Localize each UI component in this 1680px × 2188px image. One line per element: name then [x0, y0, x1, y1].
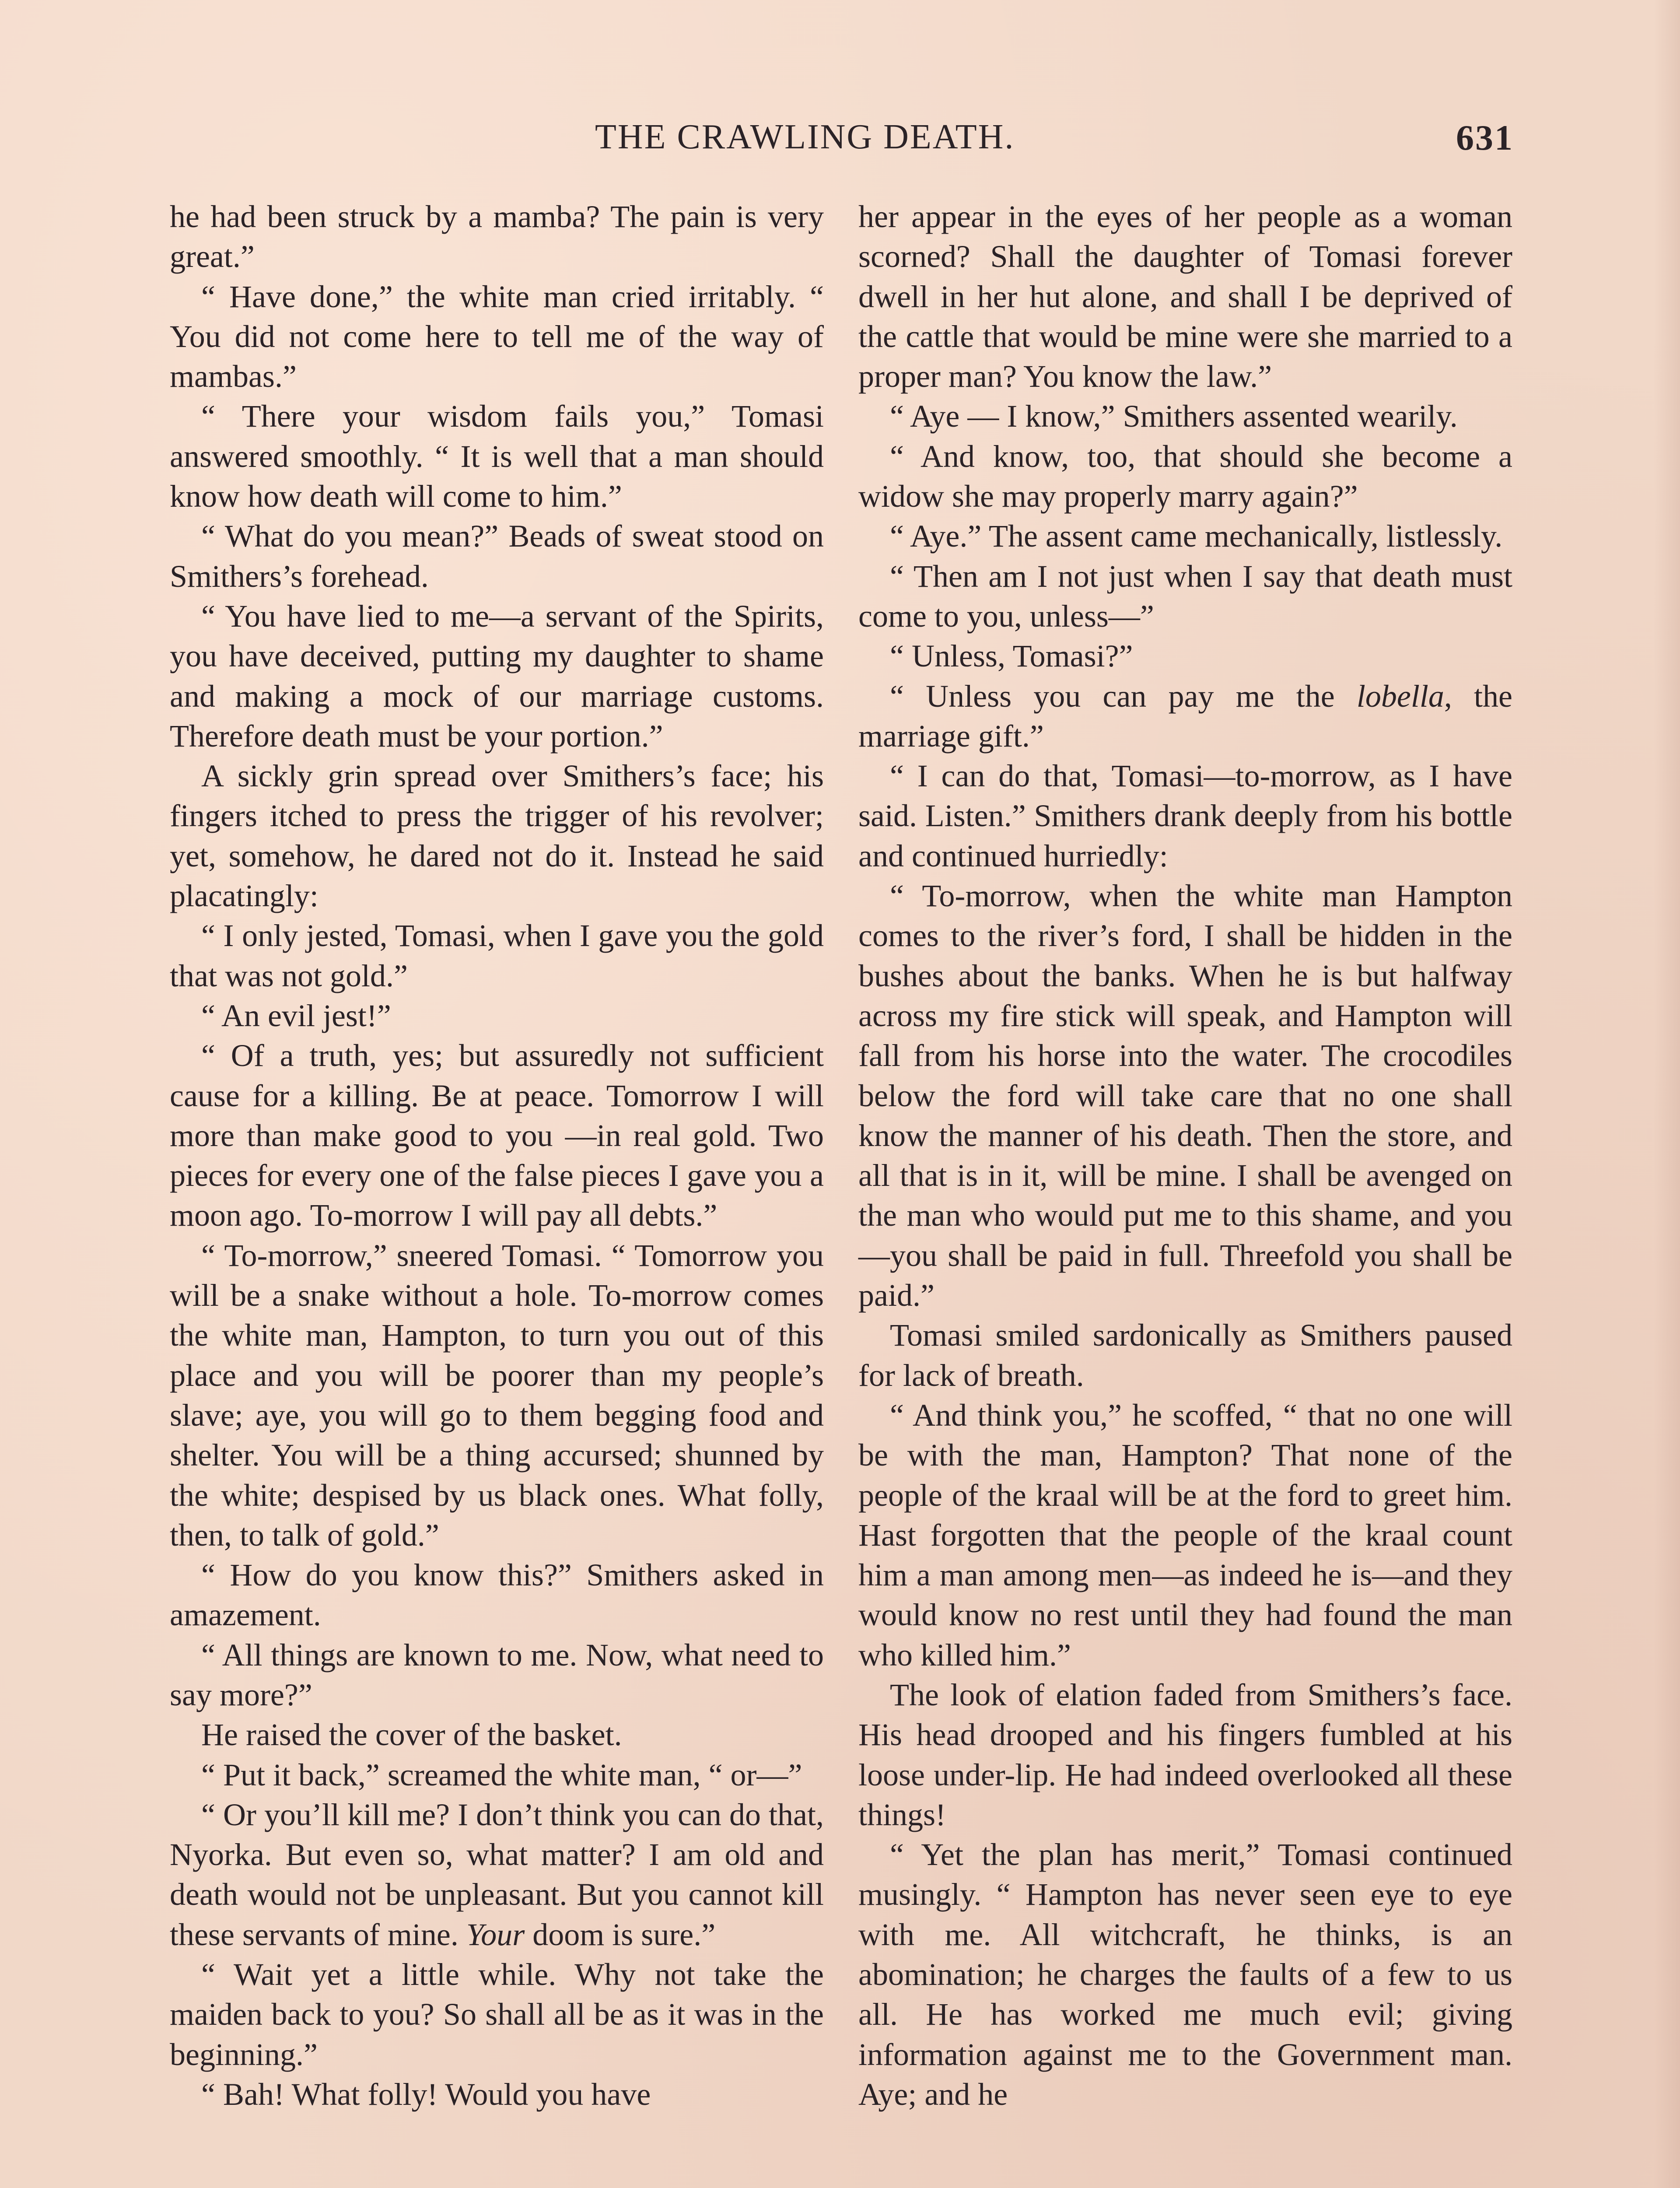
left-column [170, 197, 824, 2114]
paragraph: “ And know, too, that should she become a widow she may properly marry again?” [858, 438, 1512, 514]
paragraph: “ Then am I not just when I say that death must come to you, unless—” [858, 558, 1512, 634]
paragraph: “ I can do that, Tomasi—to-morrow, as I have said. Listen.” Smithers drank deeply from his bottle and continued hurriedly: [858, 758, 1512, 873]
italic-word: Your [466, 1917, 525, 1952]
right-column [858, 197, 1512, 2114]
paragraph: “ Or you’ll kill me? I don’t think you can do that, Nyorka. But even so, what matter? I am old and death would not be unpleasant. But you cannot kill these servants of mine. Your doom is sure.” [170, 1797, 824, 1952]
running-head [166, 117, 1514, 170]
paragraph: “ An evil jest!” [201, 998, 391, 1033]
paragraph: “ What do you mean?” Beads of sweat stood on Smithers’s forehead. [170, 519, 824, 594]
paragraph: “ All things are known to me. Now, what need to say more?” [170, 1637, 824, 1712]
paragraph: He raised the cover of the basket. [201, 1717, 622, 1753]
paragraph: “ Aye — I know,” Smithers assented wearily. [890, 399, 1458, 434]
paragraph: “ And think you,” he scoffed, “ that no one will be with the man, Hampton? That none of the people of the kraal will be at the ford to greet him. Hast forgotten that the people of the kraal count him a man among men—as indeed he is—and they would know no rest until they had found the man who killed him.” [858, 1397, 1512, 1673]
paragraph: A sickly grin spread over Smithers’s face; his fingers itched to press the trigger of his revolver; yet, somehow, he dared not do it. Instead he said placatingly: [170, 758, 824, 914]
paragraph: “ There your wisdom fails you,” Tomasi answered smoothly. “ It is well that a man should know how death will come to him.” [170, 399, 824, 514]
paragraph: her appear in the eyes of her people as a woman scorned? Shall the daughter of Tomasi forever dwell in her hut alone, and shall I be deprived of the cattle that would be mine were she married to a proper man? You know the law.” [858, 199, 1512, 394]
page-title: THE CRAWLING DEATH. [595, 118, 1015, 156]
paragraph: “ To-morrow, when the white man Hampton comes to the river’s ford, I shall be hidden in the bushes about the banks. When he is but halfway across my fire stick will speak, and Hampton will fall from his horse into the water. The crocodiles below the ford will take care that no one shall know the manner of his death. Then the store, and all that is in it, will be mine. I shall be avenged on the man who would put me to this shame, and you—you shall be paid in full. Threefold you shall be paid.” [858, 878, 1512, 1313]
paragraph: Tomasi smiled sardonically as Smithers paused for lack of breath. [858, 1318, 1512, 1393]
paragraph: he had been struck by a mamba? The pain is very great.” [170, 199, 824, 274]
paragraph: “ Yet the plan has merit,” Tomasi continued musingly. “ Hampton has never seen eye to eye with me. All witchcraft, he thinks, is an abomination; he charges the faults of a few to us all. He has worked me much evil; giving information against me to the Government man. Aye; and he [858, 1837, 1512, 2112]
paragraph: “ Bah! What folly! Would you have [201, 2076, 651, 2112]
paragraph: “ How do you know this?” Smithers asked in amazement. [170, 1557, 824, 1633]
page-edge-shadow [1654, 0, 1680, 2188]
page-number: 631 [1456, 118, 1514, 158]
paragraph: The look of elation faded from Smithers’s face. His head drooped and his fingers fumbled at his loose under-lip. He had indeed overlooked all these things! [858, 1677, 1512, 1832]
paragraph: “ Unless, Tomasi?” [890, 638, 1133, 674]
paragraph: “ I only jested, Tomasi, when I gave you the gold that was not gold.” [170, 918, 824, 993]
paragraph: “ Unless you can pay me the lobella, the marriage gift.” [858, 678, 1512, 754]
paragraph: “ Aye.” The assent came mechanically, listlessly. [890, 519, 1503, 554]
paragraph: “ Wait yet a little while. Why not take the maiden back to you? So shall all be as it was in the beginning.” [170, 1957, 824, 2072]
italic-word: lobella [1356, 678, 1444, 714]
paragraph: “ Have done,” the white man cried irritably. “ You did not come here to tell me of the way of mambas.” [170, 279, 824, 394]
paragraph: “ To-morrow,” sneered Tomasi. “ Tomorrow you will be a snake without a hole. To-morrow comes the white man, Hampton, to turn you out of this place and you will be poorer than my people’s slave; aye, you will go to them begging food and shelter. You will be a thing accursed; shunned by the white; despised by us black ones. What folly, then, to talk of gold.” [170, 1238, 824, 1553]
paragraph: “ Put it back,” screamed the white man, “ or—” [201, 1757, 802, 1792]
paragraph: “ Of a truth, yes; but assuredly not sufficient cause for a killing. Be at peace. Tomorrow I will more than make good to you —in real gold. Two pieces for every one of the false pieces I gave you a moon ago. To-morrow I will pay all debts.” [170, 1038, 824, 1233]
paragraph: “ You have lied to me—a servant of the Spirits, you have deceived, putting my daughter to shame and making a mock of our marriage customs. Therefore death must be your portion.” [170, 598, 824, 754]
